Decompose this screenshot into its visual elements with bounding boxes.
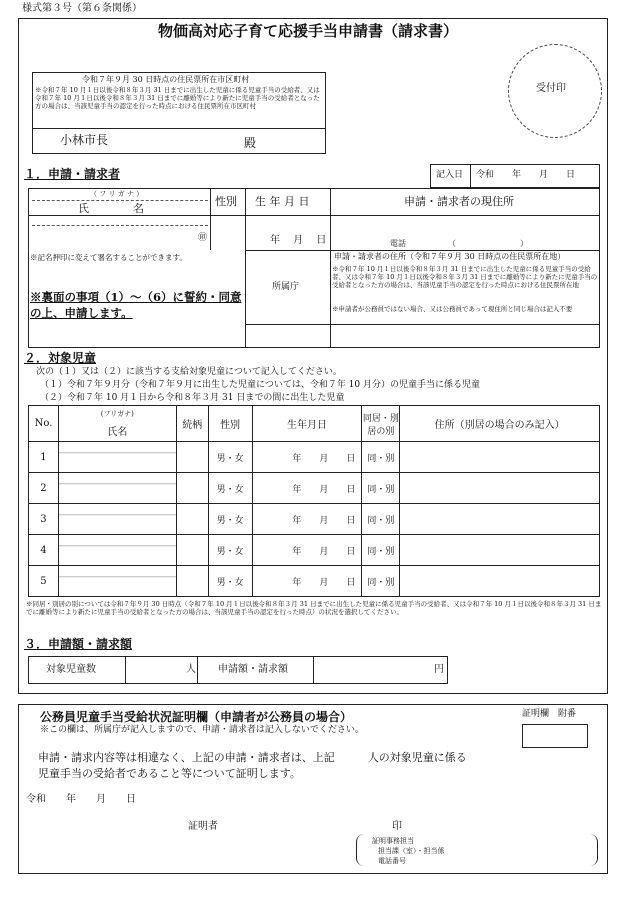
child-relation-field[interactable] (176, 566, 208, 597)
child-name-field[interactable] (58, 535, 176, 566)
child-name-field[interactable] (58, 442, 176, 473)
child-address-field[interactable] (400, 473, 600, 504)
child-address-field[interactable] (400, 535, 600, 566)
honorific: 殿 (244, 136, 257, 150)
child-cohab-field[interactable]: 同・別 (362, 473, 400, 504)
cert-body-1: 申請・請求内容等は相違なく、上記の申請・請求者は、上記 人の対象児童に係る (38, 751, 467, 764)
child-dob-field[interactable]: 年 月 日 (252, 442, 362, 473)
col-cohab: 同居・別居の別 (362, 406, 400, 442)
child-no: 1 (29, 442, 59, 473)
child-sex-field[interactable]: 男・女 (208, 566, 252, 597)
child-sex-field[interactable]: 男・女 (208, 473, 252, 504)
child-address-field[interactable] (400, 566, 600, 597)
child-name-field[interactable] (58, 473, 176, 504)
child-sex-field[interactable]: 男・女 (208, 504, 252, 535)
child-name-field[interactable] (58, 566, 176, 597)
cert-body-2: 児童手当の受給者であること等について証明します。 (38, 767, 301, 780)
certifier-seal: 印 (392, 821, 402, 832)
child-relation-field[interactable] (176, 442, 208, 473)
applicant-dob-field[interactable]: 年 月 日 (270, 235, 327, 246)
col-dob: 生年月日 (252, 406, 362, 442)
pledge-text: ※裏面の事項（1）～（6）に誓約・同意の上、申請します。 (30, 290, 242, 320)
seal-mark: ㊞ (198, 233, 208, 243)
page-title: 物価高対応子育て応援手当申請書（請求書） (158, 22, 459, 40)
address-box-note: ※令和７年 10 月１日以後令和８年３月 31 日までに出生した児童に係る児童手当の受給者、又は令和７年 10 月１日以後令和８年３月 31 日までに離婚等により新たに児童手当の受給者となった方の場合は、当該児童手当の認定を行った時点における住民票所在市区町村 (35, 86, 320, 111)
applicant-dob-label: 生 年 月 日 (255, 195, 310, 208)
child-no: 3 (29, 504, 59, 535)
contact-line-2: 担当課（室）・担当係 (378, 847, 445, 855)
child-sex-field[interactable]: 男・女 (208, 442, 252, 473)
child-row (29, 504, 600, 535)
applicant-furigana-label: （ フ リ ガ ナ ） (90, 190, 144, 198)
child-dob-field[interactable]: 年 月 日 (252, 504, 362, 535)
child-count-label: 対象児童数 (46, 664, 96, 675)
child-count-field[interactable] (127, 658, 187, 682)
child-relation-field[interactable] (176, 504, 208, 535)
mayor-name: 小林市長 (60, 133, 109, 147)
child-dob-field[interactable]: 年 月 日 (252, 473, 362, 504)
applicant-name-label: 氏 名 (78, 202, 144, 215)
cert-number-label: 証明欄 附番 (522, 709, 577, 719)
form-number: 様式第３号（第６条関係） (22, 3, 142, 14)
child-relation-field[interactable] (176, 535, 208, 566)
child-address-field[interactable] (400, 442, 600, 473)
entry-date-label: 記入日 (436, 170, 464, 180)
residence-heading: 申請・請求者の住所（令和７年９月 30 日時点の住民票所在地） (334, 252, 566, 261)
section2-option-2: （２）令和７年 10 月１日から令和８年３月 31 日までの間に出生した児童 (40, 393, 345, 403)
child-cohab-field[interactable]: 同・別 (362, 442, 400, 473)
child-no: 5 (29, 566, 59, 597)
child-count-unit: 人 (186, 664, 196, 675)
section2-intro: 次の（１）又は（２）に該当する支給対象児童について記入してください。 (36, 367, 342, 377)
child-row (29, 473, 600, 504)
contact-line-3: 電話番号 (378, 857, 406, 865)
signature-note: ※記名押印に変えて署名することができます。 (30, 253, 187, 262)
col-name (58, 406, 176, 442)
applicant-sex-label: 性別 (215, 195, 237, 208)
certifier-label: 証明者 (188, 821, 218, 832)
applicant-name-field[interactable] (32, 226, 206, 248)
child-address-field[interactable] (400, 504, 600, 535)
residence-note: ※令和７年 10 月１日以後令和８年３月 31 日までに出生した児童に係る児童手当の受給者、又は令和７年 10 月１日以後令和８年３月 31 日までに離婚等により新たに児童手当の受給者となった方の場合は、当該児童手当の認定を行った時点における住民票所在地 (332, 265, 598, 290)
residence-note-2: ※申請者が公務員ではない場合、又は公務員であって現住所と同じ場合は記入不要 (332, 305, 573, 313)
child-cohab-field[interactable]: 同・別 (362, 566, 400, 597)
cert-date[interactable]: 令和 年 月 日 (26, 794, 136, 805)
contact-line-1: 証明事務担当 (372, 837, 414, 845)
section2-option-1: （１）令和７年９月分（令和７年９月に出生した児童については、令和７年 10 月分）の児童手当に係る児童 (40, 380, 480, 390)
section2-footnote: ※同居・別居の別については令和７年９月 30 日時点（令和７年 10 月１日以後令和８年３月 31 日までに出生した児童に係る児童手当の受給者、又は令和７年 10 月１日以後令和８年３月 31 日までに離婚等により新たに児童手当の受給者となった方の場合は、当該児童手当の認定を行った時点）の状況を選択してください。 (26, 600, 602, 617)
cert-number-field[interactable] (522, 724, 588, 748)
child-cohab-field[interactable]: 同・別 (362, 504, 400, 535)
col-sex: 性別 (208, 406, 252, 442)
reception-stamp-label: 受付印 (536, 83, 566, 94)
phone-label: 電話 (390, 239, 406, 248)
cert-heading: 公務員児童手当受給状況証明欄（申請者が公務員の場合） (40, 710, 353, 724)
applicant-address-label: 申請・請求者の現住所 (404, 195, 514, 208)
amount-field[interactable] (315, 658, 430, 682)
amount-unit: 円 (434, 664, 444, 675)
section3-heading: ３．申請額・請求額 (24, 637, 133, 651)
child-no: 2 (29, 473, 59, 504)
child-row (29, 566, 600, 597)
affiliation-label: 所属庁 (272, 282, 300, 292)
child-row (29, 442, 600, 473)
col-furigana: (フリガナ) (100, 410, 134, 418)
address-box-heading: 令和７年９月 30 日時点の住民票所在市区町村 (82, 75, 250, 84)
child-cohab-field[interactable]: 同・別 (362, 535, 400, 566)
child-no: 4 (29, 535, 59, 566)
entry-date-field[interactable]: 令和 年 月 日 (476, 170, 576, 180)
col-no: No. (29, 406, 59, 442)
section1-heading: １．申請・請求者 (24, 167, 121, 181)
col-name-label: 氏名 (107, 427, 128, 438)
child-row (29, 535, 600, 566)
child-dob-field[interactable]: 年 月 日 (252, 566, 362, 597)
phone-field[interactable]: （ ） (448, 239, 528, 248)
section2-heading: ２．対象児童 (24, 351, 97, 365)
child-relation-field[interactable] (176, 473, 208, 504)
children-table (28, 405, 600, 597)
col-relation: 続柄 (176, 406, 208, 442)
child-name-field[interactable] (58, 504, 176, 535)
child-dob-field[interactable]: 年 月 日 (252, 535, 362, 566)
cert-note: ※この欄は、所属庁が記入しますので、申請・請求者は記入しないでください。 (40, 725, 364, 735)
child-sex-field[interactable]: 男・女 (208, 535, 252, 566)
amount-label: 申請額・請求額 (218, 664, 288, 675)
col-address: 住所（別居の場合のみ記入） (400, 406, 600, 442)
